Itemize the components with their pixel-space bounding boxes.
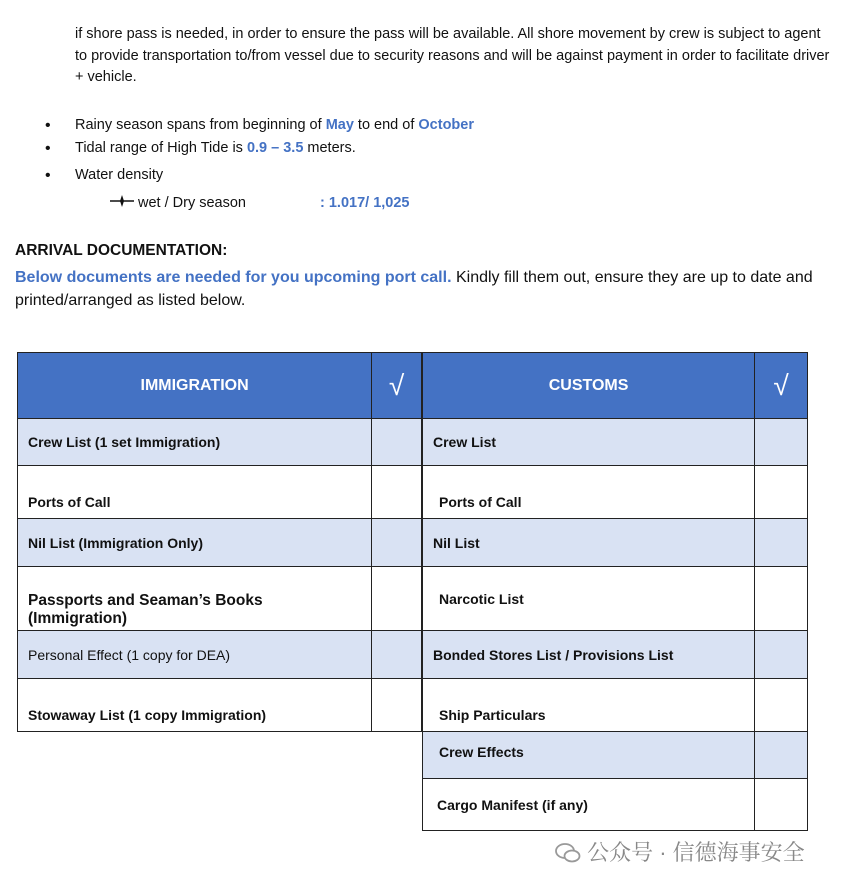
immigration-item: Personal Effect (1 copy for DEA) xyxy=(18,631,372,679)
rainy-mid: to end of xyxy=(353,117,419,133)
customs-check-header xyxy=(755,353,808,419)
customs-checkbox-cell[interactable] xyxy=(755,466,808,519)
customs-item: Ports of Call xyxy=(423,466,755,519)
density-label: Water density xyxy=(75,167,164,183)
table-row xyxy=(423,732,808,779)
customs-item: Cargo Manifest (if any) xyxy=(423,779,755,831)
table-row xyxy=(18,679,422,732)
check-mark-icon: √ xyxy=(773,369,789,401)
table-row xyxy=(423,419,808,466)
customs-item: Narcotic List xyxy=(423,567,755,631)
bullet-dot: • xyxy=(45,117,51,134)
rainy-end-month: October xyxy=(418,117,474,133)
customs-checkbox-cell[interactable] xyxy=(755,567,808,631)
density-sub-label: wet / Dry season xyxy=(138,195,246,211)
immigration-item: Stowaway List (1 copy Immigration) xyxy=(18,679,372,732)
table-row xyxy=(423,519,808,567)
immigration-table xyxy=(17,352,422,732)
density-sub-value: : 1.017/ 1,025 xyxy=(320,195,410,211)
customs-item: Bonded Stores List / Provisions List xyxy=(423,631,755,679)
instructions-rest: Kindly fill them out, ensure they are up to date and printed/arranged as listed below. xyxy=(15,269,813,309)
immigration-checkbox-cell[interactable] xyxy=(372,419,422,466)
table-row xyxy=(18,519,422,567)
section-heading: ARRIVAL DOCUMENTATION: xyxy=(15,242,228,259)
immigration-header: IMMIGRATION xyxy=(18,353,372,419)
table-row xyxy=(18,419,422,466)
four-point-star-icon xyxy=(110,195,138,211)
instructions xyxy=(15,266,845,312)
watermark xyxy=(555,836,805,867)
intro-paragraph: if shore pass is needed, in order to ensure the pass will be available. All shore movement by crew is subject to agent to provide transportation to/from vessel due to security reasons and will be against payment in order to facilitate driver + vehicle. xyxy=(75,26,830,85)
immigration-checkbox-cell[interactable] xyxy=(372,466,422,519)
table-row xyxy=(423,679,808,732)
tidal-prefix: Tidal range of High Tide is xyxy=(75,140,247,156)
immigration-checkbox-cell[interactable] xyxy=(372,679,422,732)
customs-item: Ship Particulars xyxy=(423,679,755,732)
density-sub-item xyxy=(110,195,410,211)
customs-checkbox-cell[interactable] xyxy=(755,631,808,679)
tidal-value: 0.9 – 3.5 xyxy=(246,140,304,156)
immigration-checkbox-cell[interactable] xyxy=(372,631,422,679)
table-row xyxy=(18,631,422,679)
rainy-prefix: Rainy season spans from beginning of xyxy=(75,117,326,133)
instructions-highlight: Below documents are needed for you upcoming port call. xyxy=(15,269,452,286)
table-row xyxy=(423,631,808,679)
wechat-icon xyxy=(555,840,581,865)
check-mark-icon: √ xyxy=(388,369,405,401)
customs-item: Crew Effects xyxy=(423,732,755,779)
customs-item: Nil List xyxy=(423,519,755,567)
customs-checkbox-cell[interactable] xyxy=(755,519,808,567)
customs-item: Crew List xyxy=(423,419,755,466)
immigration-item: Nil List (Immigration Only) xyxy=(18,519,372,567)
immigration-item: Passports and Seaman’s Books (Immigration) xyxy=(18,567,372,631)
table-row xyxy=(423,466,808,519)
immigration-item: Ports of Call xyxy=(18,466,372,519)
customs-checkbox-cell[interactable] xyxy=(755,419,808,466)
bullet-dot: • xyxy=(45,140,51,157)
customs-checkbox-cell[interactable] xyxy=(755,779,808,831)
customs-checkbox-cell[interactable] xyxy=(755,679,808,732)
bullet-dot: • xyxy=(45,167,51,184)
tidal-suffix: meters. xyxy=(303,140,356,156)
customs-table xyxy=(422,352,808,831)
immigration-check-header xyxy=(372,353,422,419)
watermark-text: 公众号 · 信德海事安全 xyxy=(587,840,805,865)
immigration-checkbox-cell[interactable] xyxy=(372,519,422,567)
table-row xyxy=(18,466,422,519)
table-row xyxy=(18,567,422,631)
immigration-item: Crew List (1 set Immigration) xyxy=(18,419,372,466)
rainy-start-month: May xyxy=(325,117,354,133)
table-row xyxy=(423,779,808,831)
table-row xyxy=(423,567,808,631)
customs-header: CUSTOMS xyxy=(423,353,755,419)
customs-checkbox-cell[interactable] xyxy=(755,732,808,779)
immigration-checkbox-cell[interactable] xyxy=(372,567,422,631)
